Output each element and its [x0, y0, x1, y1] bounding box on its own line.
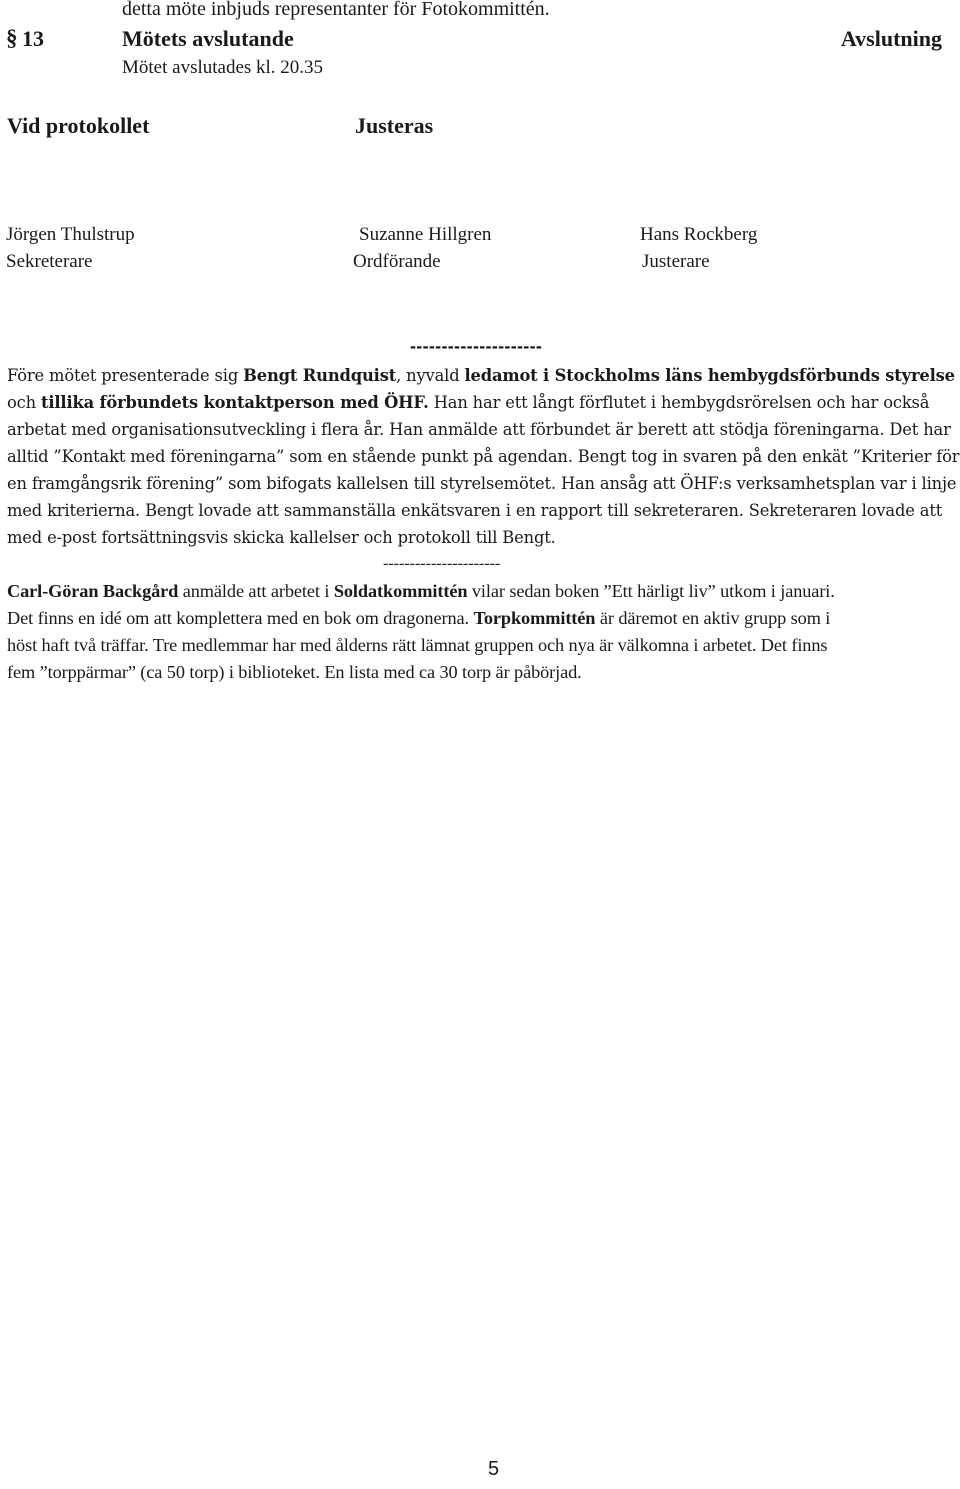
section-symbol: §: [6, 25, 18, 50]
signature-center-heading: Justeras: [355, 113, 434, 138]
text-line: en framgångsrik förening” som bifogats kallelsen till styrelsemötet. Han ansåg att ÖHF:s verksamhetsplan var i linje: [7, 474, 957, 493]
bold-name: Carl-Göran Backgård: [7, 581, 179, 601]
signatory-name: Suzanne Hillgren: [359, 224, 492, 245]
signatory-role: Justerare: [642, 251, 710, 272]
section-right-heading: Avslutning: [840, 26, 942, 51]
paragraph-committees: [7, 578, 960, 686]
text-line: med kriterierna. Bengt lovade att sammanställa enkätsvaren i en rapport till sekreteraren. Sekreteraren lovade att: [7, 501, 943, 520]
bold-committee: Soldatkommittén: [333, 581, 468, 601]
bold-committee: Torpkommittén: [473, 608, 596, 628]
closing-time-text: Mötet avslutades kl. 20.35: [122, 57, 324, 78]
text-line: och tillika förbundets kontaktperson med ÖHF. Han har ett långt förflutet i hembygdsrörelsen och har också: [7, 393, 930, 412]
bold-name: Bengt Rundquist: [243, 366, 397, 385]
text-line: höst haft två träffar. Tre medlemmar har med ålderns rätt lämnat gruppen och nya är välkomna i arbetet. Det finns: [7, 635, 828, 655]
text-line: alltid ”Kontakt med föreningarna” som en stående punkt på agendan. Bengt tog in svaren på den enkät ”Kriterier för: [7, 447, 960, 466]
page-number: 5: [488, 1458, 500, 1480]
section-number: 13: [22, 26, 44, 51]
paragraph-presentation: [7, 362, 960, 551]
continued-text-line: detta möte inbjuds representanter för Fotokommittén.: [122, 0, 550, 20]
section-title: Mötets avslutande: [122, 26, 294, 51]
text-line: fem ”torppärmar” (ca 50 torp) i biblioteket. En lista med ca 30 torp är påbörjad.: [7, 662, 582, 682]
text-line: Det finns en idé om att komplettera med en bok om dragonerna. Torpkommittén är däremot en aktiv grupp som i: [7, 608, 831, 628]
signatory-role: Sekreterare: [6, 251, 93, 272]
signatory-name: Jörgen Thulstrup: [6, 224, 135, 245]
signatory-name: Hans Rockberg: [640, 224, 758, 245]
separator: ---------------------: [410, 336, 543, 356]
bold-title: tillika förbundets kontaktperson med ÖHF.: [40, 393, 429, 412]
signature-left-heading: Vid protokollet: [7, 113, 150, 138]
text-line: arbetat med organisationsutveckling i flera år. Han anmälde att förbundet är berett att stödja föreningarna. Det har: [7, 420, 951, 439]
text-line: Före mötet presenterade sig Bengt Rundquist, nyvald ledamot i Stockholms läns hembygdsförbunds styrelse: [7, 366, 955, 385]
bold-title: ledamot i Stockholms läns hembygdsförbunds styrelse: [464, 366, 955, 385]
text-line: med e-post fortsättningsvis skicka kallelser och protokoll till Bengt.: [7, 528, 556, 547]
separator: ----------------------: [383, 555, 501, 572]
text-line: Carl-Göran Backgård anmälde att arbetet i Soldatkommittén vilar sedan boken ”Ett härligt liv” utkom i januari.: [7, 581, 835, 601]
signatory-role: Ordförande: [353, 251, 441, 272]
